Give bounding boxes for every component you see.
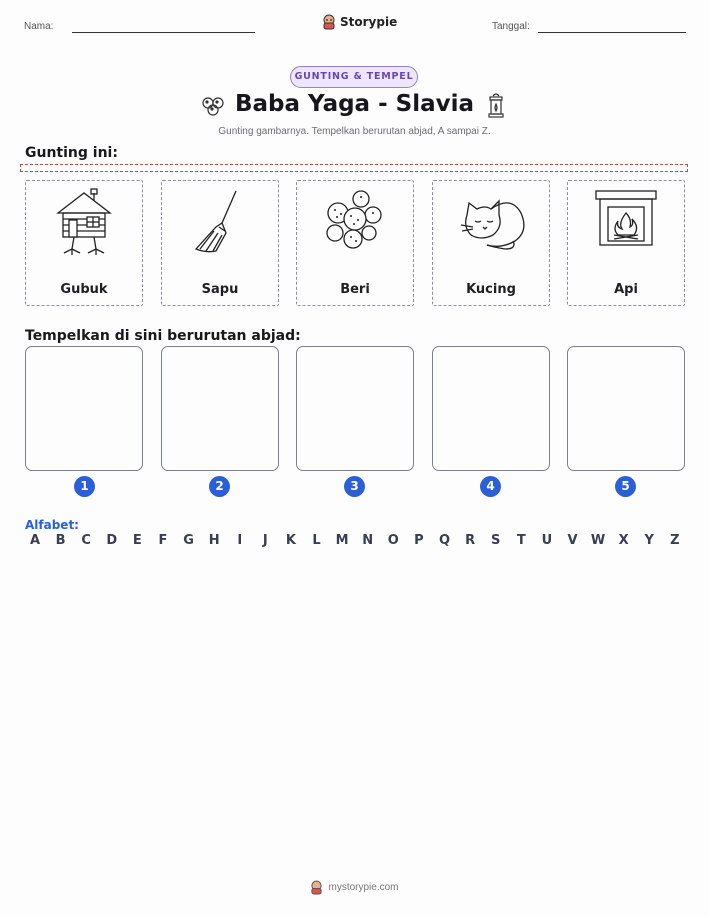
instructions: Gunting gambarnya. Tempelkan berurutan abjad, A sampai Z.	[218, 126, 491, 137]
alphabet-letter: X	[618, 533, 629, 548]
brand-name: Storypie	[340, 15, 398, 29]
card-label: Beri	[340, 282, 370, 297]
berries-icon	[321, 187, 389, 259]
paste-slot-4[interactable]	[432, 346, 550, 471]
sleeping-cat-icon	[457, 187, 529, 255]
alphabet-letter: M	[335, 533, 349, 548]
slot-number-badge: 3	[344, 476, 365, 497]
alphabet-letter: L	[312, 533, 321, 548]
cut-line	[20, 164, 688, 172]
alphabet-letter: H	[208, 533, 220, 548]
slot-number-badge: 4	[480, 476, 501, 497]
alphabet-letter: C	[81, 533, 91, 548]
cut-card-5[interactable]	[567, 180, 685, 306]
alphabet-letter: D	[106, 533, 118, 548]
lantern-icon	[486, 92, 506, 120]
footer	[0, 880, 709, 895]
alphabet-letter: A	[29, 533, 41, 548]
name-line[interactable]	[72, 32, 255, 33]
alphabet-letter: Y	[644, 533, 654, 548]
page-title: Baba Yaga - Slavia	[234, 91, 475, 117]
paste-slot-5[interactable]	[567, 346, 685, 471]
paste-slot-2[interactable]	[161, 346, 279, 471]
alphabet-letter: Q	[438, 533, 451, 548]
alphabet-letter: F	[158, 533, 168, 548]
alphabet-letter: I	[237, 533, 243, 548]
cut-card-3[interactable]	[296, 180, 414, 306]
card-label: Sapu	[201, 282, 239, 297]
alphabet-letter: W	[590, 533, 606, 548]
name-label: Nama:	[24, 21, 54, 32]
paste-slot-3[interactable]	[296, 346, 414, 471]
alphabet-letter: P	[414, 533, 424, 548]
fireplace-icon	[592, 187, 660, 251]
footer-site[interactable]: mystorypie.com	[328, 882, 399, 893]
card-label: Gubuk	[60, 282, 108, 297]
alphabet-letter: N	[362, 533, 374, 548]
alphabet-letter: T	[516, 533, 526, 548]
alphabet-letter: Z	[670, 533, 680, 548]
hut-on-chicken-legs-icon	[50, 187, 118, 259]
alphabet-letter: O	[387, 533, 399, 548]
alphabet-letter: E	[132, 533, 142, 548]
cut-heading: Gunting ini:	[25, 145, 118, 161]
broom-icon	[186, 187, 254, 259]
storypie-mascot-icon	[322, 14, 336, 30]
paste-heading: Tempelkan di sini berurutan abjad:	[25, 328, 301, 344]
alphabet-letter: J	[262, 533, 268, 548]
slot-number-badge: 1	[74, 476, 95, 497]
slot-number-badge: 2	[209, 476, 230, 497]
alphabet-letter: G	[183, 533, 194, 548]
storypie-mascot-icon	[310, 880, 323, 895]
card-label: Api	[614, 282, 638, 297]
alphabet-letter: S	[491, 533, 501, 548]
brand-logo	[322, 12, 397, 32]
alphabet-letter: V	[567, 533, 578, 548]
alphabet-letter: U	[541, 533, 553, 548]
alphabet-letter: R	[465, 533, 476, 548]
cut-card-2[interactable]	[161, 180, 279, 306]
alphabet-letter: B	[55, 533, 66, 548]
card-label: Kucing	[466, 282, 516, 297]
paste-slot-1[interactable]	[25, 346, 143, 471]
alphabet-letter: K	[285, 533, 296, 548]
cut-card-1[interactable]	[25, 180, 143, 306]
slot-number-badge: 5	[615, 476, 636, 497]
date-line[interactable]	[538, 32, 686, 33]
activity-badge: GUNTING & TEMPEL	[290, 66, 418, 88]
alphabet-heading: Alfabet:	[25, 518, 79, 532]
alphabet-row	[25, 533, 685, 548]
cut-card-4[interactable]	[432, 180, 550, 306]
date-label: Tanggal:	[492, 21, 530, 32]
